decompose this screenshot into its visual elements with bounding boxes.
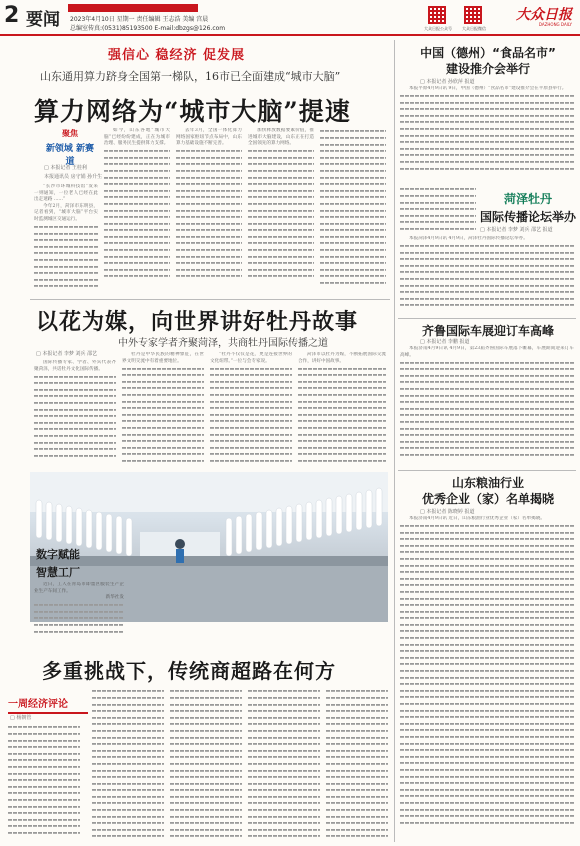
right-story2-body — [400, 236, 574, 316]
story2-col1-p1: 国际传播专家、学者、外宾代表齐聚菏泽，共话牡丹文化国际传播。 — [34, 360, 116, 372]
story3-headline[interactable]: 多重挑战下，传统商超路在何方 — [42, 659, 336, 683]
right-story1-byline: □ 本报记者 孙欣萍 报道 — [420, 79, 475, 85]
right-story4-body — [400, 516, 574, 842]
story1-headline[interactable]: 算力网络为“城市大脑”提速 — [34, 97, 351, 126]
story1-col-5 — [320, 128, 386, 296]
right-story1-headline-1[interactable]: 中国（德州）“食品名市” — [420, 46, 556, 60]
right-story3-headline[interactable]: 齐鲁国际车展迎订车高峰 — [421, 324, 554, 338]
masthead-bar — [68, 4, 198, 12]
divider — [398, 470, 576, 471]
right-story3-lead: 本报济南4月9日讯 4月9日，第23届齐鲁国际车展落下帷幕，车展期间迎来订车高峰。 — [400, 346, 574, 358]
story1-col4-p1: 加快释放数据要素价值，推进城市大脑建设，山东正在打造全国领先的算力网络。 — [248, 128, 314, 147]
photo-credit: 新华社发 — [105, 595, 124, 601]
masthead-meta-1: 2023年4月10日 星期一 责任编辑 王志浩 美编 宫晨 — [70, 16, 209, 23]
qr-label-1: 大众日报公众号 — [424, 26, 452, 31]
column-label: 一周经济评论 — [8, 695, 88, 714]
right-story1-lead: 本报平原4月9日讯 9日，中国（德州）“食品名市”建设推介会在平原县举行。 — [409, 86, 567, 91]
story2-col2-p1: 牡丹是中华民族的精神象征，在世界文明交流中有着重要地位。 — [122, 352, 204, 364]
right-story4-headline-1[interactable]: 山东粮油行业 — [451, 476, 524, 490]
right-story4-byline: □ 本报记者 陈晓婷 报道 — [420, 509, 475, 515]
story1-col1-p2: 今年2月，菏泽市东明县，记者看到，“城市大脑”平台实时监测城区交通运行。 — [34, 203, 98, 222]
photo-note-text: 近日，工人在青岛市即墨区服装生产企业生产车间工作。 — [34, 582, 124, 594]
right-story4-lead: 本报济南4月9日讯 近日，山东粮油行业优秀企业（家）名单揭晓。 — [409, 516, 545, 521]
story1-col-4 — [248, 128, 314, 296]
story2-col4-p1: 菏泽市以牡丹为媒，不断拓展国际交流合作，讲好中国故事。 — [298, 352, 386, 364]
story2-col-4 — [298, 352, 386, 468]
story1-col1-p1: “长沙市环城科技馆”发来一则通知，一位老人已经在此出走迷路 ……” — [34, 184, 98, 203]
divider — [30, 299, 390, 300]
newspaper-logo-sub: DAZHONG DAILY — [538, 22, 572, 27]
story3-col-1 — [8, 724, 80, 842]
story1-kicker: 山东通用算力跻身全国第一梯队，16市已全面建成“城市大脑” — [40, 70, 341, 83]
right-story2-headline-2[interactable]: 国际传播论坛举办 — [480, 210, 577, 224]
story1-byline-2: 本报通讯员 房守娟 孙升生 — [44, 174, 103, 180]
story2-byline: □ 本报记者 李梦 刘兵 邵艺 — [36, 351, 98, 357]
story1-col-3 — [176, 128, 242, 296]
story1-col-1 — [34, 184, 98, 296]
masthead-meta-2: 总编室传真:(0531)85193500 E-mail:dbzgs@126.com — [70, 25, 226, 32]
newspaper-logo: 大众日报 — [516, 7, 572, 23]
photo-caption-2: 智慧工厂 — [36, 566, 80, 579]
divider — [398, 318, 576, 319]
story3-col-5 — [326, 688, 388, 842]
story1-col3-p1: 去年3月，全国一体化算力网络国家枢纽节点布局中，山东算力基础设施不断完善。 — [176, 128, 242, 147]
right-story2-intro — [400, 186, 476, 234]
story2-headline[interactable]: 以花为媒，向世界讲好牡丹故事 — [36, 309, 359, 335]
photo-note — [34, 582, 124, 642]
story2-subhead: 中外专家学者齐聚菏泽，共商牡丹国际传播之道 — [118, 338, 328, 349]
right-story1-body — [400, 86, 574, 182]
story2-col-2 — [122, 352, 204, 468]
story3-col-3 — [170, 688, 242, 842]
photo-caption-1: 数字赋能 — [36, 548, 80, 561]
right-story1-headline-2[interactable]: 建设推介会举行 — [445, 62, 530, 76]
right-story3-byline: □ 本报记者 李鹏 报道 — [420, 339, 470, 345]
section-title: 要闻 — [26, 10, 60, 30]
story3-byline: □ 杨朝管 — [10, 715, 32, 721]
story1-col2-p1: 如今，山东各地“城市大脑”已经纷纷建成，正在为城市治理、服务民生提供算力支撑。 — [104, 128, 170, 147]
story1-tag — [44, 128, 96, 167]
right-story2-lead: 本报菏泽4月9日讯 4月9日，菏泽牡丹国际传播论坛举办。 — [409, 236, 528, 241]
story1-tag-bottom: 新领域 新赛道 — [45, 144, 95, 167]
qr-code-1[interactable] — [428, 6, 446, 24]
story1-col-2 — [104, 128, 170, 296]
qr-label-2: 大众日报微信 — [462, 26, 486, 31]
story3-col-2 — [92, 688, 164, 842]
qr-code-2[interactable] — [464, 6, 482, 24]
story1-byline: □ 本报记者 王桂利 — [44, 165, 87, 171]
story3-col-4 — [248, 688, 320, 842]
story2-col-3 — [210, 352, 292, 468]
column-divider — [394, 40, 395, 842]
right-story2-byline: □ 本报记者 李梦 刘兵 邵艺 报道 — [480, 227, 553, 233]
story2-col3-p1: “牡丹不仅仅是花，更是连接世界的文化纽带。”一位与会专家说。 — [210, 352, 292, 364]
story2-col-1 — [34, 360, 116, 468]
right-story3-body — [400, 346, 574, 468]
slogan: 强信心 稳经济 促发展 — [108, 48, 246, 63]
story1-tag-top: 聚焦 — [62, 129, 78, 138]
right-story2-headline-1[interactable]: 菏泽牡丹 — [503, 192, 552, 206]
right-story4-headline-2[interactable]: 优秀企业（家）名单揭晓 — [421, 492, 554, 506]
page-number: 2 — [4, 3, 20, 28]
